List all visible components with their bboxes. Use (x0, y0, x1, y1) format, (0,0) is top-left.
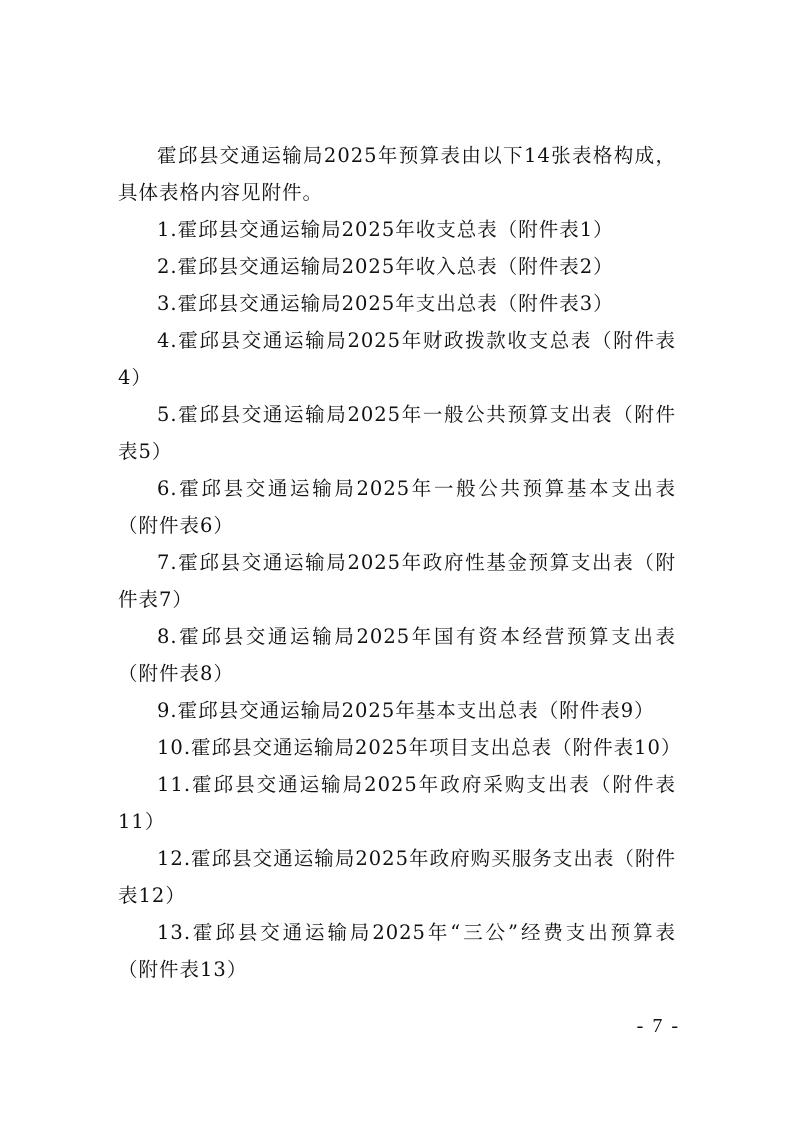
list-item: 5.霍邱县交通运输局2025年一般公共预算支出表（附件表5） (118, 403, 676, 463)
list-item: 9.霍邱县交通运输局2025年基本支出总表（附件表9） (157, 699, 655, 722)
list-item: 7.霍邱县交通运输局2025年政府性基金预算支出表（附件表7） (118, 551, 676, 611)
list-item: 6.霍邱县交通运输局2025年一般公共预算基本支出表（附件表6） (118, 477, 676, 537)
intro-paragraph: 霍邱县交通运输局2025年预算表由以下14张表格构成，具体表格内容见附件。 (118, 144, 676, 204)
list-item: 1.霍邱县交通运输局2025年收支总表（附件表1） (157, 218, 614, 241)
list-item: 2.霍邱县交通运输局2025年收入总表（附件表2） (157, 255, 614, 278)
list-item: 13.霍邱县交通运输局2025年“三公”经费支出预算表（附件表13） (118, 921, 676, 981)
list-item: 4.霍邱县交通运输局2025年财政拨款收支总表（附件表4） (118, 329, 676, 389)
list-item: 12.霍邱县交通运输局2025年政府购买服务支出表（附件表12） (118, 847, 676, 907)
list-item: 3.霍邱县交通运输局2025年支出总表（附件表3） (157, 292, 614, 315)
list-item: 11.霍邱县交通运输局2025年政府采购支出表（附件表11） (118, 773, 676, 833)
document-body (118, 137, 682, 988)
list-item: 10.霍邱县交通运输局2025年项目支出总表（附件表10） (157, 736, 682, 759)
list-item: 8.霍邱县交通运输局2025年国有资本经营预算支出表（附件表8） (118, 625, 676, 685)
page-number: - 7 - (636, 1015, 680, 1037)
